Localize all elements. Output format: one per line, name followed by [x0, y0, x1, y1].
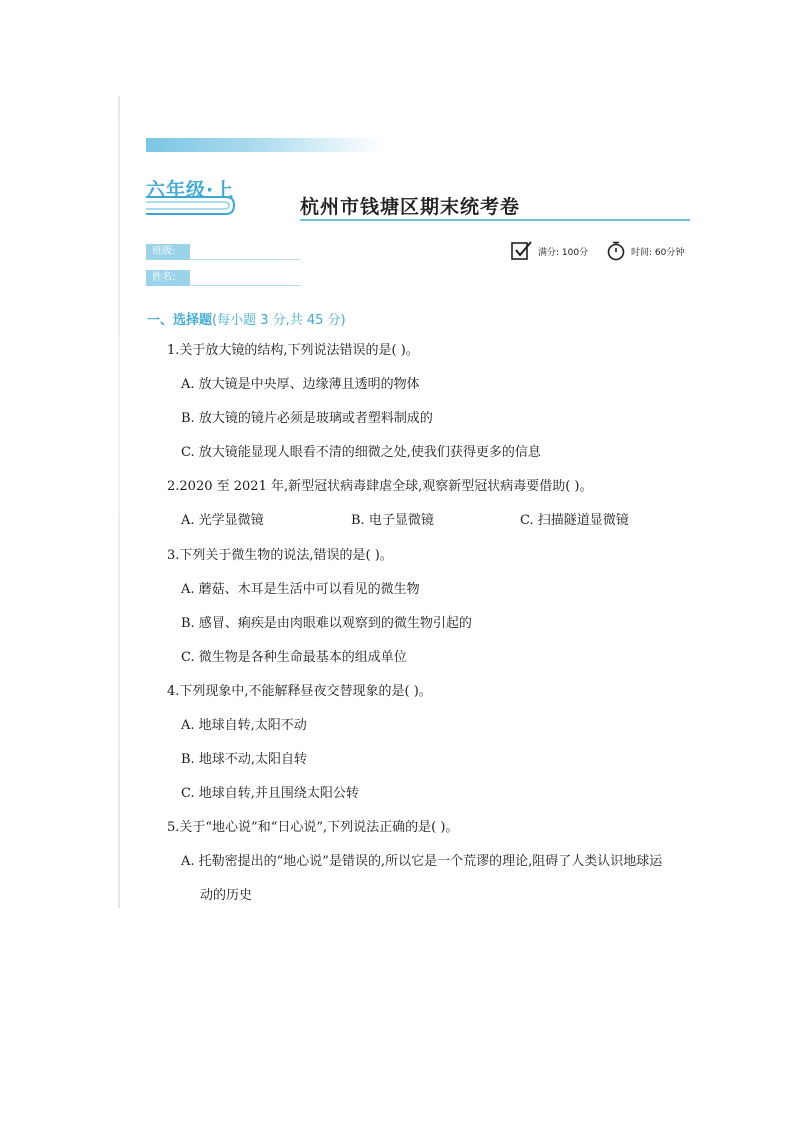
question-option: A. 地球自转,太阳不动 — [181, 718, 307, 733]
full-score-text: 满分: 100分 — [538, 247, 589, 258]
question-option: B. 放大镜的镜片必须是玻璃或者塑料制成的 — [181, 411, 433, 426]
question-stem: 4.下列现象中,不能解释昼夜交替现象的是( )。 — [167, 684, 432, 699]
scan-edge — [118, 96, 120, 908]
class-field[interactable] — [146, 244, 301, 260]
name-label: 姓名: — [146, 270, 190, 286]
class-label: 班级: — [146, 244, 190, 260]
question-option: A. 蘑菇、木耳是生活中可以看见的微生物 — [181, 582, 420, 597]
question-option: B. 电子显微镜 — [351, 513, 434, 528]
section-heading: 一、选择题 — [147, 313, 213, 328]
question-option: A. 托勒密提出的“地心说”是错误的,所以它是一个荒谬的理论,阻碍了人类认识地球运 — [181, 854, 663, 869]
exam-title: 杭州市钱塘区期末统考卷 — [300, 196, 521, 218]
question-option: C. 微生物是各种生命最基本的组成单位 — [181, 650, 407, 665]
title-underline — [300, 219, 690, 221]
header-color-bar — [146, 138, 382, 152]
grade-label: 六年级·上 — [146, 179, 235, 201]
section-note: (每小题 3 分,共 45 分) — [212, 313, 346, 328]
name-field[interactable] — [146, 270, 301, 286]
question-option: C. 扫描隧道显微镜 — [520, 513, 629, 528]
timer-icon — [606, 241, 626, 261]
section-title — [147, 309, 346, 328]
question-stem: 3.下列关于微生物的说法,错误的是( )。 — [167, 548, 393, 563]
class-input-line[interactable] — [190, 259, 301, 260]
question-option: A. 放大镜是中央厚、边缘薄且透明的物体 — [181, 377, 420, 392]
question-stem: 1.关于放大镜的结构,下列说法错误的是( )。 — [167, 343, 419, 358]
question-option: C. 放大镜能显现人眼看不清的细微之处,使我们获得更多的信息 — [181, 445, 541, 460]
question-stem: 2.2020 至 2021 年,新型冠状病毒肆虐全球,观察新型冠状病毒要借助( )。 — [167, 479, 593, 494]
checklist-icon — [511, 241, 533, 261]
time-text: 时间: 60分钟 — [631, 247, 685, 258]
question-option: A. 光学显微镜 — [181, 513, 264, 528]
question-option-continuation: 动的历史 — [200, 888, 253, 903]
full-score-info — [511, 240, 588, 262]
question-option: B. 地球不动,太阳自转 — [181, 752, 307, 767]
name-input-line[interactable] — [190, 285, 301, 286]
grade-tag — [146, 172, 238, 222]
question-option: B. 感冒、痢疾是由肉眼难以观察到的微生物引起的 — [181, 616, 472, 631]
question-stem: 5.关于“地心说”和“日心说”,下列说法正确的是( )。 — [167, 820, 459, 835]
question-option: C. 地球自转,并且围绕太阳公转 — [181, 786, 359, 801]
time-info — [606, 240, 684, 262]
grade-underline-icon — [146, 194, 238, 222]
